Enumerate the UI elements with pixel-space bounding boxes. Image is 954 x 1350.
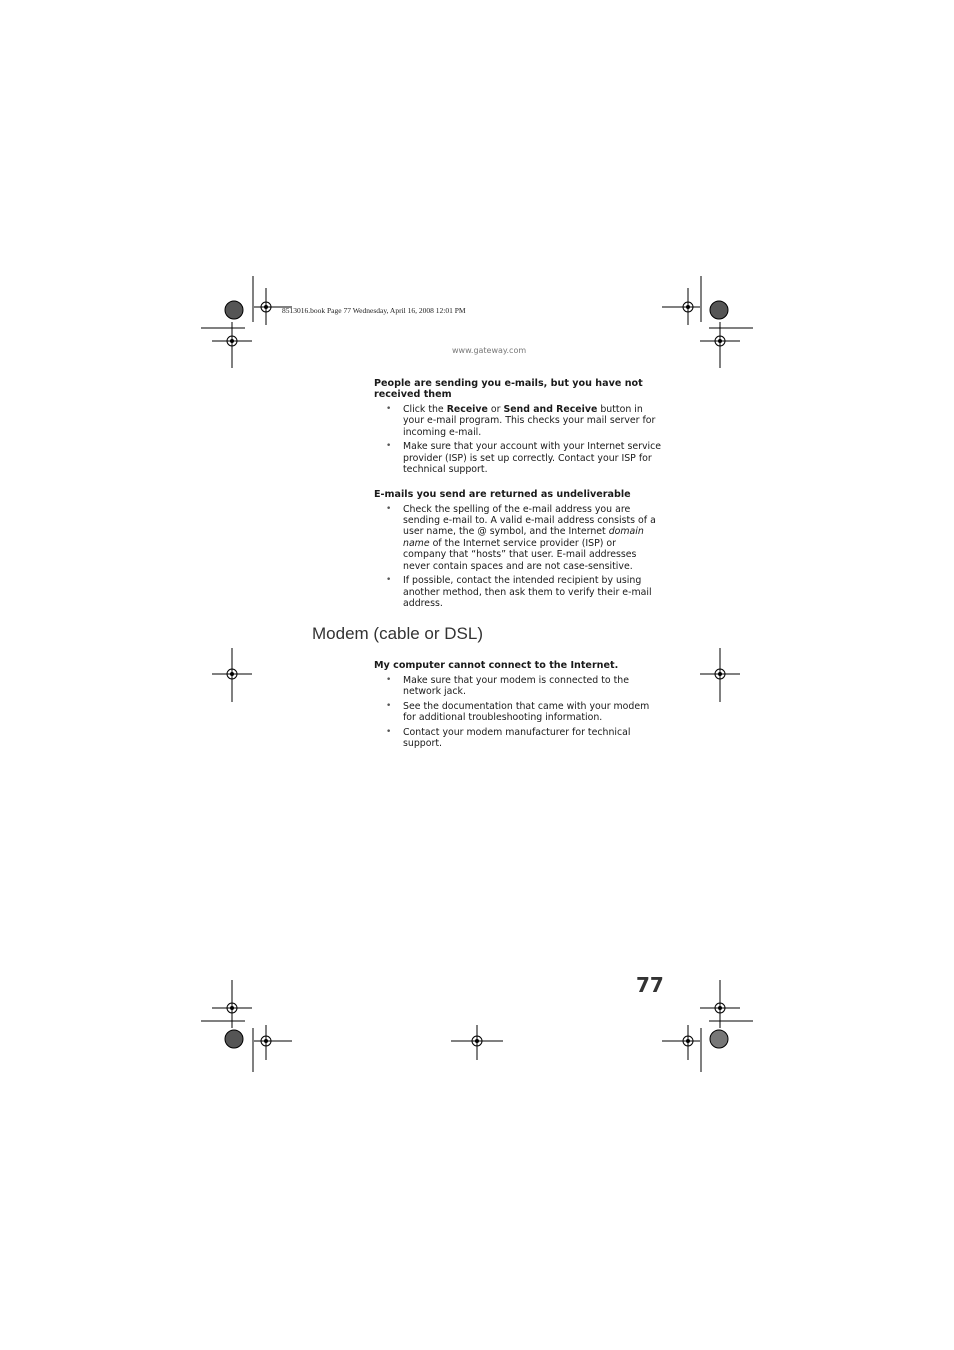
page-number: 77: [636, 973, 664, 997]
answer-list: [374, 504, 662, 610]
bullet-icon: •: [386, 441, 392, 452]
modem-content: [374, 660, 662, 753]
bullet-icon: •: [386, 503, 392, 514]
question-heading: People are sending you e-mails, but you have not received them: [374, 378, 643, 400]
list-item: • Click the Receive or Send and Receive button in your e-mail program. This checks your mail server for incoming e-mail.: [386, 404, 656, 438]
list-item: • Make sure that your account with your Internet service provider (ISP) is set up correctly. Contact your ISP for technical support.: [386, 441, 662, 476]
troubleshooting-content: [374, 378, 662, 613]
bullet-icon: •: [386, 575, 392, 586]
print-slug: 8513016.book Page 77 Wednesday, April 16, 2008 12:01 PM: [282, 306, 466, 315]
question-heading: E-mails you send are returned as undeliverable: [374, 488, 631, 500]
answer-list: [374, 404, 662, 476]
answer-list: [374, 675, 662, 750]
bullet-icon: •: [386, 701, 392, 711]
domain-name-term: domain name: [403, 526, 644, 549]
receive-term: Receive: [446, 404, 488, 415]
bullet-icon: •: [386, 675, 392, 685]
list-item: • Contact your modem manufacturer for technical support.: [386, 727, 631, 750]
list-item: • Make sure that your modem is connected to the network jack.: [386, 675, 629, 698]
list-item: • If possible, contact the intended recipient by using another method, then ask them to verify their e-mail address.: [386, 575, 652, 610]
site-url: www.gateway.com: [452, 346, 527, 355]
list-item: • Check the spelling of the e-mail address you are sending e-mail to. A valid e-mail address consists of a user name, the @ symbol, and the Internet domain name of the Internet service provider (ISP) or company that “hosts” that user. E-mail addresses never contain spaces and are not case-sensitive.: [386, 503, 656, 572]
bullet-icon: •: [386, 727, 392, 737]
send-receive-term: Send and Receive: [503, 404, 598, 415]
bullet-icon: •: [386, 404, 392, 414]
list-item: • See the documentation that came with your modem for additional troubleshooting information.: [386, 701, 650, 724]
section-heading: Modem (cable or DSL): [312, 624, 484, 643]
question-heading: My computer cannot connect to the Internet.: [374, 660, 619, 671]
